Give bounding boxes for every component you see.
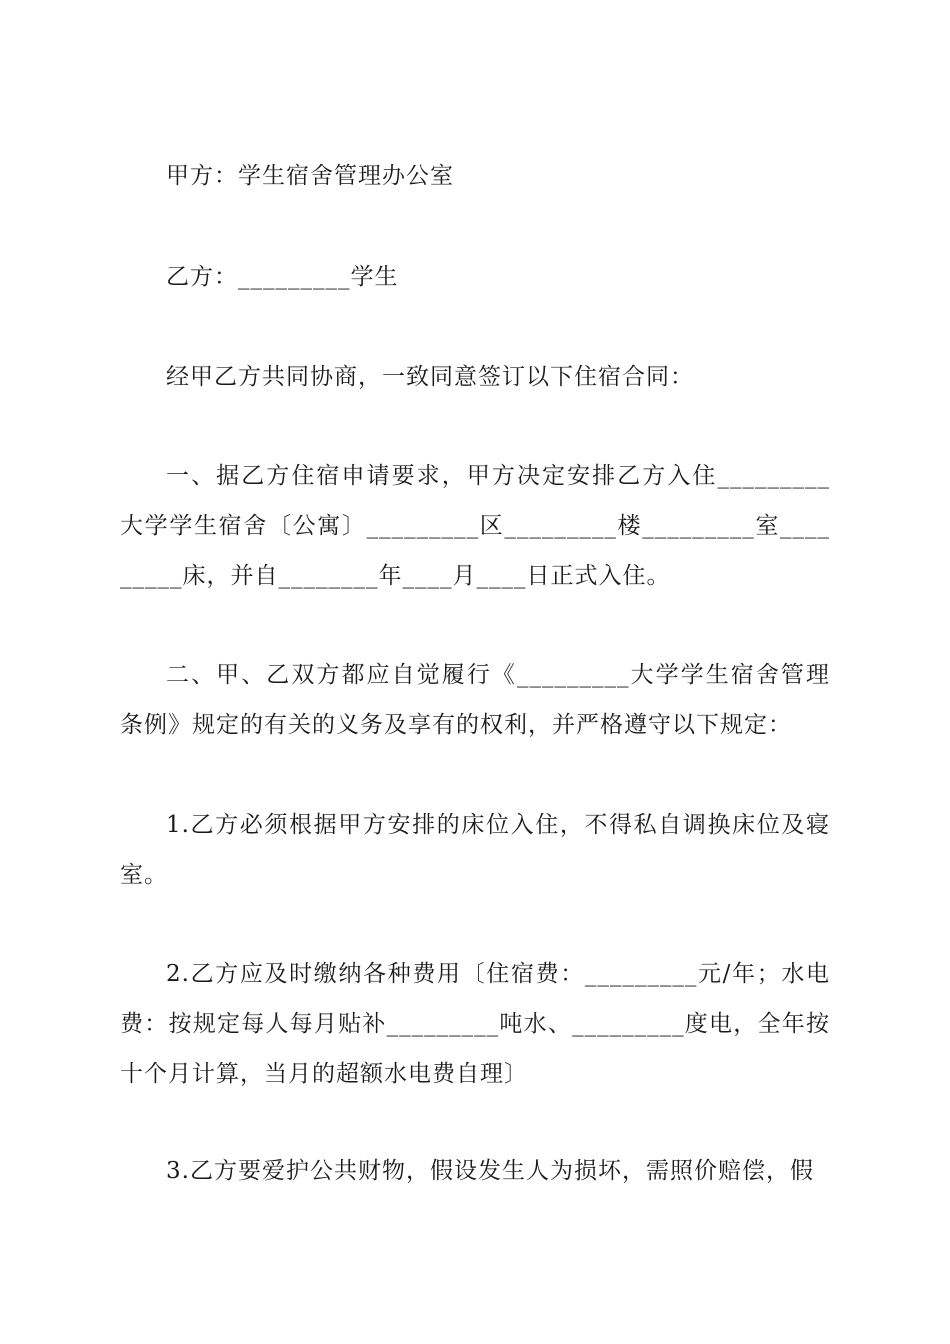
rule-two: 2.乙方应及时缴纳各种费用〔住宿费：_________元/年；水电费：按规定每人每月贴补_________吨水、_________度电，全年按十个月计算，当月的超额水电费自理〕 bbox=[120, 961, 830, 1087]
party-a-line: 甲方：学生宿舍管理办公室 bbox=[166, 163, 454, 189]
rule-three: 3.乙方要爱护公共财物，假设发生人为损坏，需照价赔偿，假 bbox=[166, 1158, 814, 1184]
rule-one: 1.乙方必须根据甲方安排的床位入住，不得私自调换床位及寝室。 bbox=[120, 812, 830, 888]
party-b-line: 乙方：_________学生 bbox=[166, 264, 399, 290]
clause-two: 二、甲、乙双方都应自觉履行《_________大学学生宿舍管理条例》规定的有关的义务及享有的权利，并严格遵守以下规定： bbox=[120, 662, 830, 738]
agreement-intro: 经甲乙方共同协商，一致同意签订以下住宿合同： bbox=[166, 364, 694, 390]
clause-one: 一、据乙方住宿申请要求，甲方决定安排乙方入住_________大学学生宿舍〔公寓〕_________区_________楼_________室_________床，并自________年____月____日正式入住。 bbox=[120, 463, 830, 589]
